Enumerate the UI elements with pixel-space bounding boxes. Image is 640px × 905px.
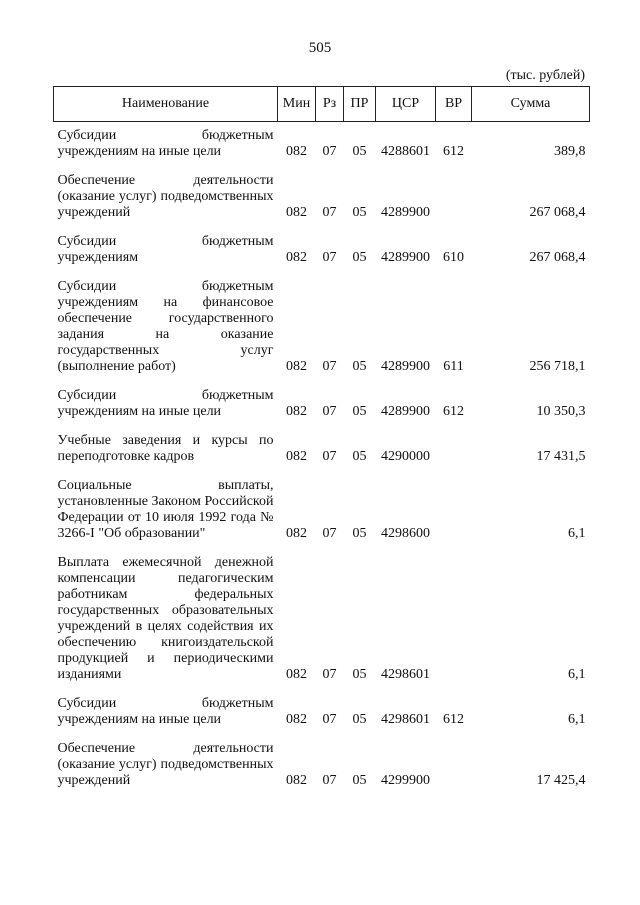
budget-table <box>53 86 590 790</box>
row-csr: 4289900 <box>381 205 430 220</box>
row-csr: 4289900 <box>381 359 430 374</box>
row-sum: 267 068,4 <box>529 205 586 220</box>
row-sum: 267 068,4 <box>529 250 586 265</box>
row-vr: 612 <box>443 404 464 419</box>
header-csr: ЦСР <box>376 87 436 122</box>
row-csr: 4288601 <box>381 144 430 159</box>
row-sum: 6,1 <box>568 526 586 541</box>
row-min: 082 <box>286 404 307 419</box>
row-rz: 07 <box>322 667 337 682</box>
row-name: Субсидии бюджетным учреждениям на иные цели <box>57 696 274 727</box>
row-min: 082 <box>286 712 307 727</box>
table-row <box>54 684 590 729</box>
row-pr: 05 <box>352 449 367 464</box>
row-vr <box>436 161 472 222</box>
row-pr: 05 <box>352 205 367 220</box>
row-name: Учебные заведения и курсы по переподготовке кадров <box>57 433 274 464</box>
row-name: Обеспечение деятельности (оказание услуг) подведомственных учреждений <box>57 173 274 220</box>
row-rz: 07 <box>322 712 337 727</box>
header-rz: Рз <box>316 87 344 122</box>
row-name: Субсидии бюджетным учреждениям на иные цели <box>57 128 274 159</box>
row-rz: 07 <box>322 404 337 419</box>
row-pr: 05 <box>352 773 367 788</box>
row-min: 082 <box>286 359 307 374</box>
row-min: 082 <box>286 773 307 788</box>
row-pr: 05 <box>352 359 367 374</box>
page-number: 505 <box>308 40 332 56</box>
row-name: Субсидии бюджетным учреждениям <box>57 234 274 265</box>
row-csr: 4298600 <box>381 526 430 541</box>
row-sum: 256 718,1 <box>529 359 586 374</box>
row-vr: 610 <box>443 250 464 265</box>
row-vr <box>436 421 472 466</box>
row-csr: 4298601 <box>381 712 430 727</box>
header-name: Наименование <box>54 87 278 122</box>
row-min: 082 <box>286 449 307 464</box>
row-name: Субсидии бюджетным учреждениям на иные цели <box>57 388 274 419</box>
header-pr: ПР <box>344 87 376 122</box>
row-sum: 17 431,5 <box>536 449 586 464</box>
table-row <box>54 267 590 376</box>
row-sum: 389,8 <box>554 144 586 159</box>
row-min: 082 <box>286 667 307 682</box>
row-pr: 05 <box>352 250 367 265</box>
table-header <box>54 87 590 122</box>
row-csr: 4289900 <box>381 404 430 419</box>
row-csr: 4289900 <box>381 250 430 265</box>
row-sum: 17 425,4 <box>536 773 586 788</box>
table-row <box>54 543 590 684</box>
table-row <box>54 729 590 790</box>
row-sum: 6,1 <box>568 712 586 727</box>
header-min: Мин <box>278 87 316 122</box>
table-row <box>54 122 590 162</box>
row-rz: 07 <box>322 526 337 541</box>
row-vr <box>436 729 472 790</box>
row-rz: 07 <box>322 359 337 374</box>
row-pr: 05 <box>352 144 367 159</box>
row-min: 082 <box>286 144 307 159</box>
row-vr <box>436 466 472 543</box>
row-name: Субсидии бюджетным учреждениям на финансовое обеспечение государственного задания на оказание государственных услуг (выполнение работ) <box>57 279 274 374</box>
row-pr: 05 <box>352 526 367 541</box>
row-pr: 05 <box>352 712 367 727</box>
row-min: 082 <box>286 205 307 220</box>
row-csr: 4299900 <box>381 773 430 788</box>
row-csr: 4298601 <box>381 667 430 682</box>
row-sum: 6,1 <box>568 667 586 682</box>
row-name: Социальные выплаты, установленные Законом Российской Федерации от 10 июля 1992 года № 3266-I "Об образовании" <box>57 478 274 541</box>
row-rz: 07 <box>322 449 337 464</box>
row-name: Выплата ежемесячной денежной компенсации педагогическим работникам федеральных государственных образовательных учреждений в целях содействия их обеспечению книгоиздательской продукцией и периодическими изданиями <box>57 555 274 682</box>
header-sum: Сумма <box>472 87 590 122</box>
table-row <box>54 421 590 466</box>
row-vr: 612 <box>443 712 464 727</box>
row-vr: 611 <box>443 359 464 374</box>
row-name: Обеспечение деятельности (оказание услуг) подведомственных учреждений <box>57 741 274 788</box>
header-vr: ВР <box>436 87 472 122</box>
row-rz: 07 <box>322 250 337 265</box>
row-pr: 05 <box>352 667 367 682</box>
row-vr: 612 <box>443 144 464 159</box>
table-body <box>54 122 590 791</box>
row-rz: 07 <box>322 773 337 788</box>
row-min: 082 <box>286 526 307 541</box>
row-pr: 05 <box>352 404 367 419</box>
row-csr: 4290000 <box>381 449 430 464</box>
row-rz: 07 <box>322 205 337 220</box>
table-row <box>54 466 590 543</box>
units-label: (тыс. рублей) <box>505 68 585 83</box>
table-row <box>54 222 590 267</box>
table-row <box>54 376 590 421</box>
row-rz: 07 <box>322 144 337 159</box>
row-sum: 10 350,3 <box>536 404 586 419</box>
table-row <box>54 161 590 222</box>
row-min: 082 <box>286 250 307 265</box>
row-vr <box>436 543 472 684</box>
